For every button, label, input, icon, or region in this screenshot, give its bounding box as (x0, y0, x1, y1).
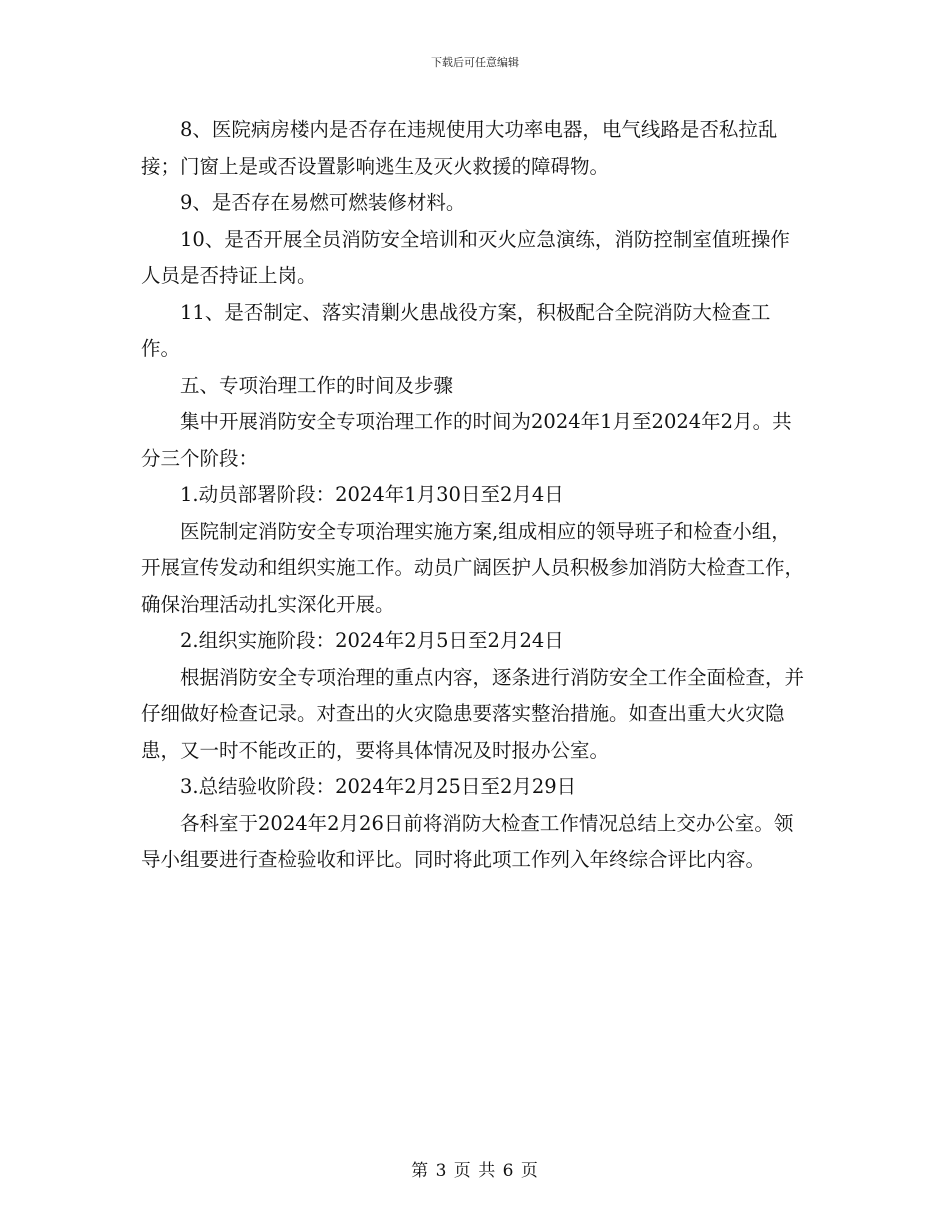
stage-heading-1: 1.动员部署阶段：2024年1月30日至2月4日 (180, 483, 564, 506)
stage-heading-3: 3.总结验收阶段：2024年2月25日至2月29日 (180, 775, 577, 798)
page-number: 第 3 页 共 6 页 (411, 1161, 539, 1181)
stage-heading-2: 2.组织实施阶段：2024年2月5日至2月24日 (180, 629, 564, 652)
paragraph-item-11: 11、是否制定、落实清剿火患战役方案，积极配合全院消防大检查工作。 (141, 300, 771, 360)
paragraph-item-8: 8、医院病房楼内是否存在违规使用大功率电器，电气线路是否私拉乱接；门窗上是或否设置影响逃生及灭火救援的障碍物。 (141, 118, 778, 178)
paragraph-schedule-intro: 集中开展消防安全专项治理工作的时间为2024年1月至2024年2月。共分三个阶段： (141, 410, 792, 470)
page-header: 下载后可任意编辑 (431, 56, 519, 69)
stage-paragraph-2: 根据消防安全专项治理的重点内容，逐条进行消防安全工作全面检查，并仔细做好检查记录。对查出的火灾隐患要落实整治措施。如查出重大火灾隐患，又一时不能改正的，要将具体情况及时报办公室。 (141, 665, 805, 762)
section-heading-5: 五、专项治理工作的时间及步骤 (180, 373, 454, 397)
stage-paragraph-3: 各科室于2024年2月26日前将消防大检查工作情况总结上交办公室。领导小组要进行查检验收和评比。同时将此项工作列入年终综合评比内容。 (141, 811, 794, 871)
document-body (141, 112, 809, 879)
stage-paragraph-1: 医院制定消防安全专项治理实施方案,组成相应的领导班子和检查小组，开展宣传发动和组织实施工作。动员广阔医护人员积极参加消防大检查工作，确保治理活动扎实深化开展。 (141, 519, 805, 616)
paragraph-item-9: 9、是否存在易燃可燃装修材料。 (180, 191, 466, 214)
paragraph-item-10: 10、是否开展全员消防安全培训和灭火应急演练，消防控制室值班操作人员是否持证上岗。 (141, 227, 790, 287)
